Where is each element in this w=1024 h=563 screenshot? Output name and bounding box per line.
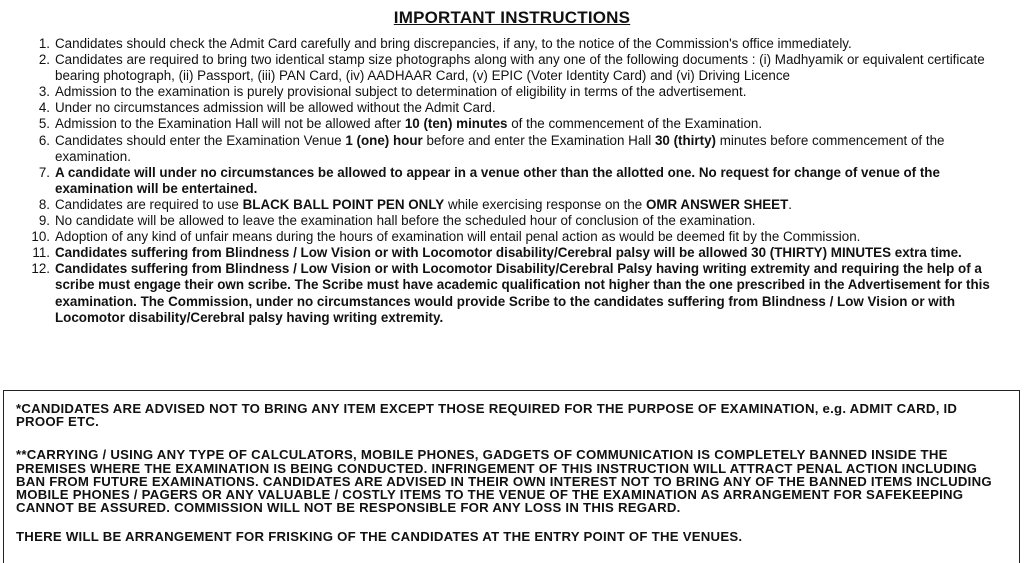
item-number: 12.	[31, 261, 50, 277]
notice-advisory: *CANDIDATES ARE ADVISED NOT TO BRING ANY ITEM EXCEPT THOSE REQUIRED FOR THE PURPOSE OF EXAMINATION, e.g. ADMIT CARD, ID PROOF ETC.	[16, 401, 958, 430]
bold-segment: 30 (thirty)	[654, 132, 716, 148]
item-text	[55, 197, 792, 212]
page-title: IMPORTANT INSTRUCTIONS	[393, 8, 631, 27]
instruction-item	[22, 52, 1012, 84]
instruction-item	[22, 245, 1012, 261]
item-number: 9.	[38, 213, 50, 229]
item-number: 7.	[38, 164, 50, 180]
bold-segment: BLACK BALL POINT PEN ONLY	[242, 196, 445, 212]
notice-box	[3, 390, 1020, 563]
bold-segment: 1 (one) hour	[345, 132, 423, 148]
item-number: 6.	[38, 132, 50, 148]
text-segment: Candidates should enter the Examination Venue	[55, 132, 346, 148]
item-number: 1.	[38, 36, 50, 51]
item-text: Candidates suffering from Blindness / Low Vision or with Locomotor Disability/Cerebral Palsy having writing extremity and requiring the help of a scribe must engage their own scribe. The Scribe must have academic qualification not higher than the one prescribed in the Advertisement for this examination. The Commission, under no circumstances would provide Scribe to the candidates suffering from Blindness / Low Vision or with Locomotor disability/Cerebral palsy having writing extremity.	[55, 261, 990, 325]
item-text: Candidates are required to bring two identical stamp size photographs along with any one of the following documents : (i) Madhyamik or equivalent certificate bearing photograph, (ii) Passport, (iii) PAN Card, (iv) AADHAAR Card, (v) EPIC (Voter Identity Card) and (vi) Driving Licence	[55, 52, 985, 84]
item-text: A candidate will under no circumstances be allowed to appear in a venue other than the allotted one. No request for change of venue of the examination will be entertained.	[55, 164, 940, 196]
item-text: Adoption of any kind of unfair means during the hours of examination will entail penal action as would be deemed fit by the Commission.	[55, 229, 861, 245]
item-text: Admission to the examination is purely provisional subject to determination of eligibility in terms of the advertisement.	[55, 84, 747, 100]
item-text	[55, 116, 762, 131]
text-segment: .	[788, 196, 793, 212]
item-text: Under no circumstances admission will be allowed without the Admit Card.	[55, 100, 496, 116]
instruction-item	[22, 100, 1012, 116]
item-number: 10.	[31, 229, 50, 245]
item-text: No candidate will be allowed to leave the examination hall before the scheduled hour of conclusion of the examination.	[55, 213, 756, 229]
instruction-item	[22, 36, 1012, 52]
text-segment: while exercising response on the	[444, 196, 646, 212]
text-segment: Candidates are required to use	[55, 196, 243, 212]
bold-segment: 10 (ten) minutes	[404, 116, 508, 132]
item-number: 3.	[38, 84, 50, 100]
instruction-item	[22, 133, 1012, 165]
bold-segment: OMR ANSWER SHEET	[645, 196, 789, 212]
text-segment: of the commencement of the Examination.	[507, 116, 763, 132]
instruction-list	[22, 36, 1012, 326]
text-segment: minutes before commencement of the examination.	[55, 132, 945, 164]
instruction-item	[22, 229, 1012, 245]
instruction-item	[22, 84, 1012, 100]
instruction-item	[22, 261, 1012, 325]
instruction-item	[22, 165, 1012, 197]
notice-frisking: THERE WILL BE ARRANGEMENT FOR FRISKING OF THE CANDIDATES AT THE ENTRY POINT OF THE VENUES.	[16, 529, 743, 545]
item-number: 5.	[38, 116, 50, 132]
item-number: 4.	[38, 100, 50, 116]
item-text: Candidates suffering from Blindness / Low Vision or with Locomotor disability/Cerebral palsy will be allowed 30 (THIRTY) MINUTES extra time.	[55, 245, 962, 261]
item-text	[55, 133, 944, 164]
notice-banned-items: **CARRYING / USING ANY TYPE OF CALCULATORS, MOBILE PHONES, GADGETS OF COMMUNICATION IS COMPLETELY BANNED INSIDE THE PREMISES WHERE THE EXAMINATION IS BEING CONDUCTED. INFRINGEMENT OF THIS INSTRUCTION WILL ATTRACT PENAL ACTION INCLUDING BAN FROM FUTURE EXAMINATIONS. CANDIDATES ARE ADVISED IN THEIR OWN INTEREST NOT TO BRING ANY OF THE BANNED ITEMS INCLUDING MOBILE PHONES / PAGERS OR ANY VALUABLE / COSTLY ITEMS TO THE VENUE OF THE EXAMINATION AS ARRANGEMENT FOR SAFEKEEPING CANNOT BE ASSURED. COMMISSION WILL NOT BE RESPONSIBLE FOR ANY LOSS IN THIS REGARD.	[16, 447, 992, 516]
instruction-item	[22, 116, 1012, 132]
text-segment: before and enter the Examination Hall	[422, 132, 655, 148]
item-number: 2.	[38, 52, 50, 68]
instruction-item	[22, 213, 1012, 229]
item-text: Candidates should check the Admit Card carefully and bring discrepancies, if any, to the notice of the Commission's office immediately.	[55, 36, 852, 51]
text-segment: Admission to the Examination Hall will not be allowed after	[55, 116, 405, 132]
instruction-item	[22, 197, 1012, 213]
item-number: 8.	[38, 196, 50, 212]
item-number: 11.	[32, 245, 50, 261]
